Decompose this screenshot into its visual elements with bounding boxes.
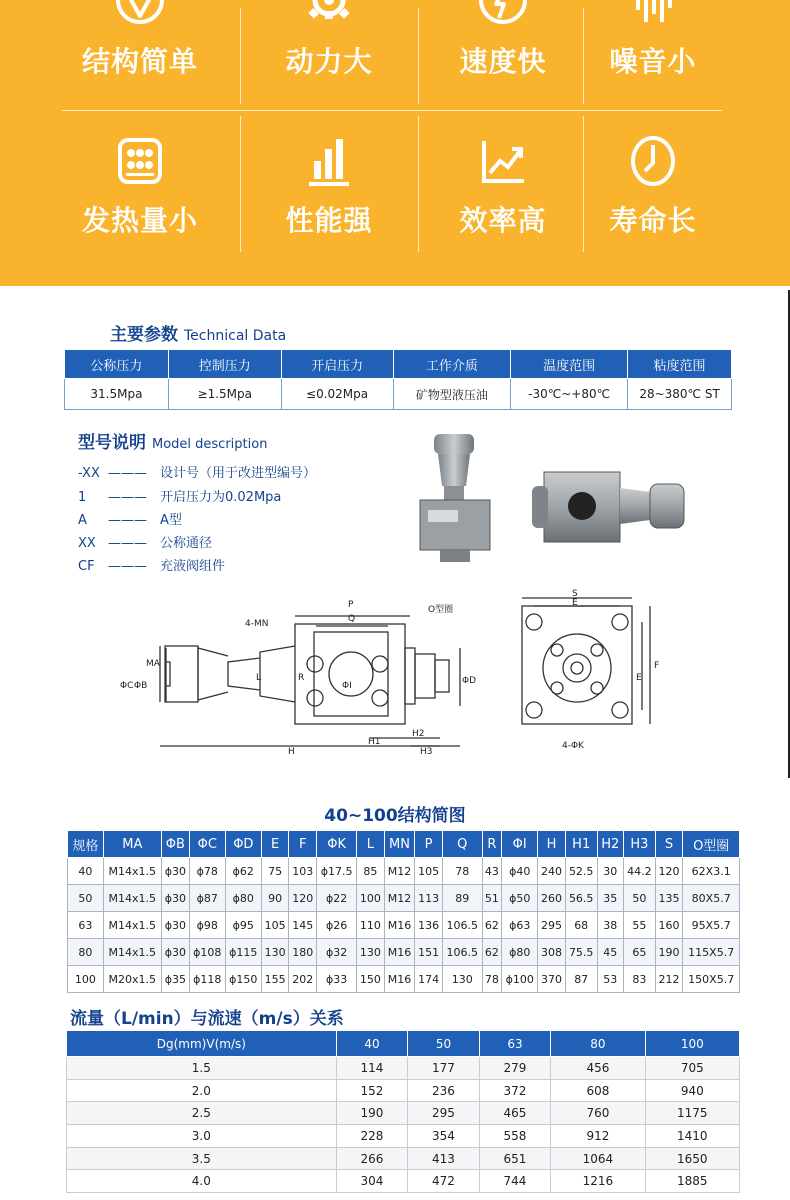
dims-row [68,939,740,966]
dims-header: E [261,831,289,858]
dims-cell: 68 [565,912,597,939]
model-code: A [78,513,87,528]
dims-cell: ϕ80 [502,939,538,966]
flow-cell: 354 [408,1125,480,1148]
dims-cell: ϕ78 [189,858,225,885]
dims-header: ΦC [189,831,225,858]
dims-cell: 100 [68,966,104,993]
dims-cell: ϕ100 [502,966,538,993]
dims-cell: 80X5.7 [683,885,740,912]
dims-cell: 212 [655,966,683,993]
dims-cell: 53 [597,966,624,993]
flow-cell: 190 [336,1102,408,1125]
feature-label: 性能强 [285,204,373,237]
tech-table [64,349,732,410]
dims-cell: M20x1.5 [103,966,161,993]
tech-title-en: Technical Data [184,328,287,344]
model-dash: ——— [108,490,147,505]
dims-cell: 75 [261,858,289,885]
feature-label: 噪音小 [609,45,697,78]
dims-cell: 83 [624,966,656,993]
dims-cell: ϕ33 [317,966,357,993]
dims-cell: M16 [384,912,415,939]
flow-cell: 372 [479,1079,551,1102]
tech-header: 工作介质 [393,350,511,379]
dims-cell: 44.2 [624,858,656,885]
flow-cell: 705 [645,1057,739,1080]
dims-cell: 78 [482,966,502,993]
dims-row [68,966,740,993]
flow-cell: 295 [408,1102,480,1125]
tech-value-row [65,379,732,410]
dims-cell: 30 [597,858,624,885]
dims-cell: 90 [261,885,289,912]
model-title-zh: 型号说明 [78,433,146,453]
flow-cell: 413 [408,1147,480,1170]
trend-chart-icon [478,135,528,187]
flow-cell: 912 [551,1125,645,1148]
dims-cell: ϕ62 [225,858,261,885]
model-desc: 开启压力为0.02Mpa [160,490,282,505]
drawing-label: O型圈 [428,605,454,615]
dims-cell: 155 [261,966,289,993]
flow-cell: 1175 [645,1102,739,1125]
dims-cell: 62 [482,939,502,966]
tech-title-zh: 主要参数 [110,325,178,345]
feature-item [51,135,229,239]
dims-cell: M14x1.5 [103,912,161,939]
tech-value: 矿物型液压油 [393,379,511,410]
dims-cell: ϕ95 [225,912,261,939]
flow-cell: 744 [479,1170,551,1193]
dims-cell: 130 [357,939,385,966]
feature-label: 动力大 [285,45,373,78]
dims-cell: 145 [289,912,317,939]
dims-header: Q [442,831,482,858]
dims-cell: ϕ40 [502,858,538,885]
feature-banner [0,0,790,286]
tech-header: 粘度范围 [628,350,732,379]
dims-cell: ϕ30 [161,939,189,966]
model-dash: ——— [108,559,147,574]
feature-item [240,135,418,239]
model-code: 1 [78,490,87,505]
flow-header: 63 [479,1031,551,1057]
tech-header: 控制压力 [168,350,281,379]
flow-cell: 2.0 [67,1079,337,1102]
dims-cell: 260 [538,885,566,912]
dims-cell: 43 [482,858,502,885]
dims-cell: 113 [415,885,443,912]
flow-cell: 1410 [645,1125,739,1148]
dims-header: ΦI [502,831,538,858]
dims-cell: ϕ35 [161,966,189,993]
dims-cell: ϕ26 [317,912,357,939]
dims-cell: 75.5 [565,939,597,966]
dims-cell: M16 [384,966,415,993]
dims-cell: 62 [482,912,502,939]
feature-label: 发热量小 [81,204,198,237]
dims-header: ΦB [161,831,189,858]
dims-cell: 63 [68,912,104,939]
model-dash: ——— [108,513,147,528]
clock-icon [628,135,678,187]
dims-cell: ϕ17.5 [317,858,357,885]
dims-cell: 50 [624,885,656,912]
flow-row [67,1147,740,1170]
dims-cell: 174 [415,966,443,993]
dims-cell: 65 [624,939,656,966]
dims-cell: ϕ22 [317,885,357,912]
dims-header: H [538,831,566,858]
model-dash: ——— [108,466,147,481]
dims-header: MN [384,831,415,858]
dims-cell: 240 [538,858,566,885]
dims-cell: ϕ32 [317,939,357,966]
lightning-icon [478,0,528,32]
flow-cell: 651 [479,1147,551,1170]
dims-cell: 115X5.7 [683,939,740,966]
dims-cell: 130 [442,966,482,993]
dims-cell: 103 [289,858,317,885]
dims-cell: 62X3.1 [683,858,740,885]
flow-title: 流量（L/min）与流速（m/s）关系 [70,1009,344,1029]
tech-header: 温度范围 [511,350,628,379]
feature-label: 寿命长 [609,204,697,237]
flow-cell: 4.0 [67,1170,337,1193]
dims-cell: 35 [597,885,624,912]
model-code: -XX [78,466,100,481]
dims-cell: M16 [384,939,415,966]
valve-photo-upright [410,430,500,566]
dims-cell: 120 [655,858,683,885]
drawing-label: MA [146,659,160,669]
feature-item [51,0,229,80]
dims-cell: 87 [565,966,597,993]
dims-cell: 136 [415,912,443,939]
dims-cell: M12 [384,885,415,912]
dims-cell: 50 [68,885,104,912]
dims-cell: 180 [289,939,317,966]
tech-header: 公称压力 [65,350,169,379]
feature-label: 速度快 [459,45,547,78]
flow-cell: 1.5 [67,1057,337,1080]
dims-cell: 308 [538,939,566,966]
tech-header-row [65,350,732,379]
dims-cell: ϕ80 [225,885,261,912]
model-title [78,428,267,453]
dims-cell: 295 [538,912,566,939]
dims-header: S [655,831,683,858]
dims-cell: ϕ115 [225,939,261,966]
flow-table [66,1030,740,1193]
tech-header: 开启压力 [281,350,393,379]
flow-cell: 472 [408,1170,480,1193]
model-dash: ——— [108,536,147,551]
model-row [78,509,182,528]
dims-cell: 40 [68,858,104,885]
feature-item [564,0,742,80]
drawing-label: S [572,589,578,599]
dims-cell: 89 [442,885,482,912]
drawing-label: Q [348,614,356,624]
flow-header: Dg(mm)V(m/s) [67,1031,337,1057]
flow-cell: 1885 [645,1170,739,1193]
drawing-label: H [288,747,295,757]
flow-cell: 114 [336,1057,408,1080]
flow-cell: 558 [479,1125,551,1148]
dims-cell: ϕ98 [189,912,225,939]
flow-cell: 3.0 [67,1125,337,1148]
tech-value: ≥1.5Mpa [168,379,281,410]
flow-header-row [67,1031,740,1057]
dims-cell: 52.5 [565,858,597,885]
model-row [78,486,281,505]
dims-header: H1 [565,831,597,858]
sound-bars-icon [628,0,678,32]
drawing-label: P [348,600,354,610]
drawing-label: 4-ΦK [562,741,584,751]
dims-table [67,830,740,993]
feature-item [564,135,742,239]
bar-chart-icon [304,135,354,187]
model-row [78,462,316,481]
dims-cell: ϕ150 [225,966,261,993]
flow-cell: 456 [551,1057,645,1080]
dims-cell: 202 [289,966,317,993]
dims-cell: 135 [655,885,683,912]
dims-header-row [68,831,740,858]
dims-header: P [415,831,443,858]
dims-header: F [289,831,317,858]
feature-label: 效率高 [459,204,547,237]
drawing-label: L [256,673,262,683]
model-desc: 充液阀组件 [160,559,226,574]
dims-cell: ϕ108 [189,939,225,966]
drawing-label: ΦC [120,681,134,691]
model-code: XX [78,536,96,551]
dims-cell: 95X5.7 [683,912,740,939]
feature-item [240,0,418,80]
dims-cell: 100 [357,885,385,912]
flow-cell: 236 [408,1079,480,1102]
flow-cell: 177 [408,1057,480,1080]
dims-cell: 38 [597,912,624,939]
dims-cell: ϕ30 [161,912,189,939]
heat-grid-icon [115,135,165,187]
flow-cell: 279 [479,1057,551,1080]
dims-header: 规格 [68,831,104,858]
dims-header: R [482,831,502,858]
structure-drawing [110,588,670,788]
drawing-label: E [636,673,642,683]
drawing-label: H2 [412,729,425,739]
dims-row [68,912,740,939]
dims-cell: ϕ30 [161,885,189,912]
model-row [78,532,212,551]
model-desc: 公称通径 [160,536,213,551]
dims-cell: M14x1.5 [103,939,161,966]
dims-cell: ϕ30 [161,858,189,885]
dims-header: H3 [624,831,656,858]
flow-cell: 1064 [551,1147,645,1170]
dims-header: H2 [597,831,624,858]
tech-value: 28~380℃ ST [628,379,732,410]
drawing-label: ΦD [462,676,477,686]
flow-row [67,1057,740,1080]
dims-cell: ϕ50 [502,885,538,912]
flow-row [67,1170,740,1193]
flow-header: 80 [551,1031,645,1057]
drawing-label: ΦI [342,681,352,691]
dims-cell: 150 [357,966,385,993]
model-row [78,555,225,574]
gear-icon [304,0,354,32]
flow-cell: 228 [336,1125,408,1148]
dims-cell: 106.5 [442,912,482,939]
drawing-label: H1 [368,737,381,747]
flow-cell: 465 [479,1102,551,1125]
model-title-en: Model description [152,437,268,452]
dims-header: ΦD [225,831,261,858]
valve-photo-horizontal [530,462,690,554]
tech-value: 31.5Mpa [65,379,169,410]
dims-cell: 370 [538,966,566,993]
model-code: CF [78,559,95,574]
drawing-label: E [572,598,578,608]
dims-cell: 78 [442,858,482,885]
dims-cell: 80 [68,939,104,966]
flow-row [67,1079,740,1102]
dims-cell: 106.5 [442,939,482,966]
dims-cell: 105 [261,912,289,939]
dims-cell: 45 [597,939,624,966]
dims-cell: ϕ118 [189,966,225,993]
dims-cell: 55 [624,912,656,939]
flow-row [67,1125,740,1148]
dims-cell: ϕ87 [189,885,225,912]
dims-header: L [357,831,385,858]
flow-cell: 608 [551,1079,645,1102]
dims-cell: 160 [655,912,683,939]
tech-title [110,320,286,345]
flow-cell: 940 [645,1079,739,1102]
dims-cell: 85 [357,858,385,885]
drawing-label: H3 [420,747,433,757]
dims-cell: M12 [384,858,415,885]
banner-divider [62,110,722,111]
drawing-label: ΦB [134,681,148,691]
flow-header: 50 [408,1031,480,1057]
flow-row [67,1102,740,1125]
dims-header: ΦK [317,831,357,858]
flow-cell: 152 [336,1079,408,1102]
dims-cell: M14x1.5 [103,885,161,912]
dims-cell: 151 [415,939,443,966]
flow-cell: 3.5 [67,1147,337,1170]
dims-row [68,858,740,885]
dims-cell: 190 [655,939,683,966]
dims-cell: 130 [261,939,289,966]
drawing-label: R [298,673,305,683]
tech-value: -30℃~+80℃ [511,379,628,410]
flow-cell: 760 [551,1102,645,1125]
dims-cell: M14x1.5 [103,858,161,885]
dims-header: MA [103,831,161,858]
model-desc: A型 [160,513,182,528]
drawing-label: 4-MN [245,619,269,629]
dims-header: O型圈 [683,831,740,858]
dims-cell: 51 [482,885,502,912]
dims-row [68,885,740,912]
flow-cell: 304 [336,1170,408,1193]
dims-cell: 120 [289,885,317,912]
flow-cell: 1650 [645,1147,739,1170]
dims-cell: ϕ63 [502,912,538,939]
model-desc: 设计号（用于改进型编号） [160,466,317,481]
feature-label: 结构简单 [81,45,198,78]
flow-cell: 2.5 [67,1102,337,1125]
flow-cell: 1216 [551,1170,645,1193]
drawing-label: F [654,661,660,671]
down-arrow-circle-icon [115,0,165,32]
dims-cell: 110 [357,912,385,939]
flow-header: 40 [336,1031,408,1057]
dims-cell: 56.5 [565,885,597,912]
flow-header: 100 [645,1031,739,1057]
flow-cell: 266 [336,1147,408,1170]
dims-cell: 150X5.7 [683,966,740,993]
tech-value: ≤0.02Mpa [281,379,393,410]
dims-title: 40~100结构简图 [324,806,466,826]
dims-cell: 105 [415,858,443,885]
